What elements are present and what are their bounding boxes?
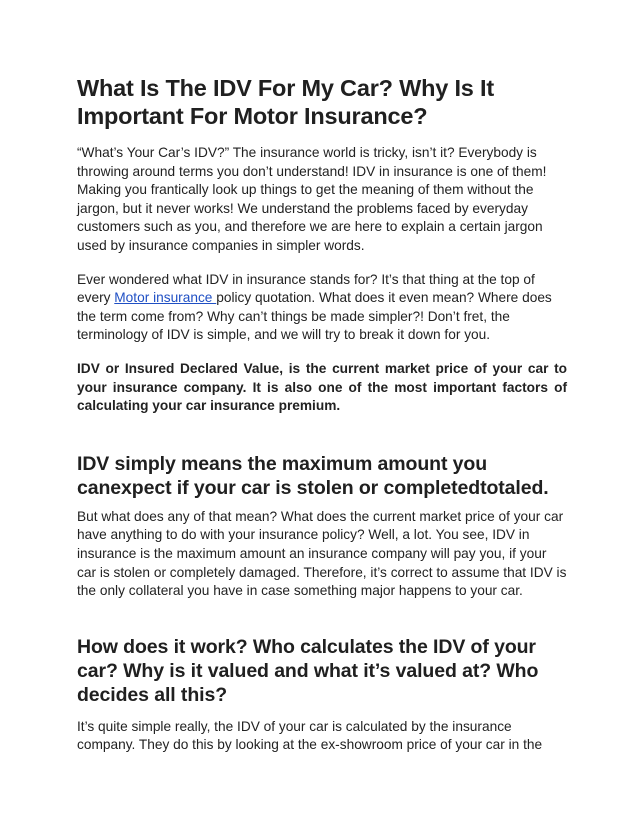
idv-question-paragraph	[77, 271, 567, 345]
idv-definition-paragraph: IDV or Insured Declared Value, is the current market price of your car to your insurance company. It is also one of the most important factors of calculating your car insurance premium.	[77, 360, 567, 414]
section-heading-maximum-amount: IDV simply means the maximum amount you canexpect if your car is stolen or completedtotaled.	[77, 452, 549, 499]
intro-paragraph: “What’s Your Car’s IDV?” The insurance world is tricky, isn’t it? Everybody is throwing around terms you don’t understand! IDV in insurance is one of them! Making you frantically look up things to get the meaning of them without the jargon, but it never works! We understand the problems faced by everyday customers such as you, and therefore we are here to explain a certain jargon used by insurance companies in simpler words.	[77, 145, 547, 253]
page-title: What Is The IDV For My Car? Why Is It Important For Motor Insurance?	[77, 75, 494, 129]
how-it-works-paragraph: It’s quite simple really, the IDV of your car is calculated by the insurance company. They do this by looking at the ex-showroom price of your car in the	[77, 718, 543, 753]
motor-insurance-link[interactable]: Motor insurance	[114, 290, 217, 306]
document-page	[77, 74, 567, 755]
paragraph-text-before-link: Ever wondered what IDV in insurance stands for? It’s that thing at the top of every	[77, 271, 535, 306]
maximum-amount-paragraph: But what does any of that mean? What does the current market price of your car have anything to do with your insurance policy? Well, a lot. You see, IDV in insurance is the maximum amount an insurance company will pay you, if your car is stolen or completely damaged. Therefore, it’s correct to assume that IDV is the only collateral you have in case something major happens to your car.	[77, 508, 567, 599]
paragraph-text-after-link: policy quotation. What does it even mean? Where does the term come from? Why can’t things be made simpler?! Don’t fret, the terminology of IDV is simple, and we will try to break it down for you.	[77, 290, 552, 343]
section-heading-how-it-works: How does it work? Who calculates the IDV of your car? Why is it valued and what it’s valued at? Who decides all this?	[77, 635, 539, 706]
